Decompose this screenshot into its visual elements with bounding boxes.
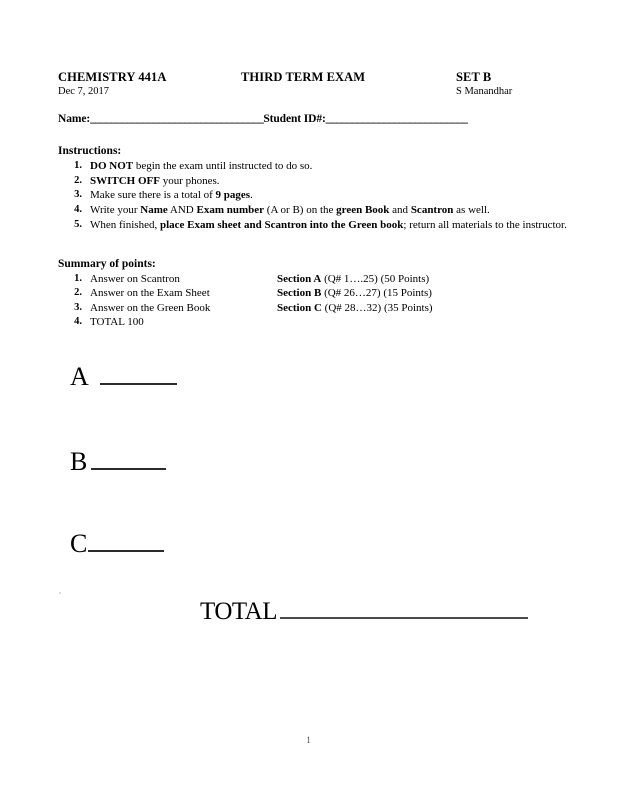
summary-row <box>58 301 558 315</box>
instruction-text: AND <box>167 204 197 217</box>
total-label: TOTAL <box>200 598 277 625</box>
summary-number: 4. <box>74 316 82 328</box>
instruction-number: 2. <box>74 174 82 186</box>
instruction-bold-name: Name <box>140 204 168 217</box>
name-label: Name: <box>58 113 91 125</box>
student-id-label: Student ID#: <box>263 113 326 125</box>
summary-row <box>58 315 558 329</box>
instruction-bold-pages: 9 pages <box>215 189 251 202</box>
instruction-text: (A or B) on the <box>264 204 337 217</box>
score-blank-c <box>70 529 164 559</box>
summary-number: 1. <box>74 273 82 284</box>
score-blank-a-field[interactable] <box>100 365 177 385</box>
score-blank-b <box>70 447 166 477</box>
summary-section-label: Section A <box>277 273 322 285</box>
summary-section-detail: (Q# 28…32) (35 Points) <box>321 301 433 314</box>
summary-section-detail: (Q# 1….25) (50 Points) <box>321 273 430 285</box>
instructions-list <box>58 159 568 232</box>
score-blank-b-label: B <box>70 447 88 476</box>
instruction-item-5 <box>58 218 568 232</box>
summary-of-points-section <box>58 258 558 330</box>
exam-title: THIRD TERM EXAM <box>241 70 366 84</box>
instruction-text: and <box>389 204 411 217</box>
summary-section-detail: (Q# 26…27) (15 Points) <box>321 287 432 300</box>
instruction-number: 4. <box>74 204 82 216</box>
summary-row <box>58 272 558 286</box>
instruction-bold-lead: SWITCH OFF <box>90 174 160 187</box>
total-score-line <box>200 598 528 626</box>
instructions-section <box>58 145 568 233</box>
summary-title: Summary of points: <box>58 258 156 270</box>
instruction-item-3 <box>58 188 568 202</box>
summary-answer-location: Answer on the Exam Sheet <box>90 287 210 300</box>
score-blank-a-label: A <box>70 362 89 391</box>
instruction-text: begin the exam until instructed to do so. <box>133 160 313 172</box>
summary-total-points: TOTAL 100 <box>90 316 144 329</box>
summary-list <box>58 272 558 330</box>
instruction-number: 5. <box>74 218 82 230</box>
instruction-item-2 <box>58 174 568 188</box>
instruction-item-1 <box>58 159 568 173</box>
page-number: 1 <box>306 736 311 746</box>
student-id-blank[interactable]: ___________________________ <box>325 113 468 125</box>
total-score-field[interactable] <box>280 598 528 619</box>
summary-section-info <box>277 272 429 286</box>
instruction-bold-exam-number: Exam number <box>196 204 265 217</box>
instruction-number: 1. <box>74 160 82 171</box>
summary-number: 3. <box>74 301 82 313</box>
instruction-number: 3. <box>74 189 82 201</box>
exam-set-label: SET B <box>456 70 492 84</box>
score-blank-b-field[interactable] <box>91 450 166 470</box>
summary-section-info <box>277 286 432 300</box>
instruction-bold-green-book: green Book <box>336 204 390 217</box>
instruction-bold-place-materials: place Exam sheet and Scantron into the Green book <box>159 218 404 231</box>
exam-date: Dec 7, 2017 <box>58 86 110 97</box>
summary-answer-location: Answer on Scantron <box>90 273 180 285</box>
summary-section-info <box>277 301 433 315</box>
identity-line <box>58 113 558 125</box>
summary-answer-location: Answer on the Green Book <box>90 301 211 314</box>
score-blank-c-field[interactable] <box>88 532 164 552</box>
summary-section-label: Section B <box>277 287 322 300</box>
instruction-text: your phones. <box>159 174 220 187</box>
instruction-bold-scantron: Scantron <box>410 204 454 217</box>
instruction-text: When finished, <box>90 218 160 231</box>
instructor-name: S Manandhar <box>456 86 513 97</box>
course-title: CHEMISTRY 441A <box>58 70 167 84</box>
instruction-text: ; return all materials to the instructor. <box>403 218 567 231</box>
score-blank-a <box>70 362 177 392</box>
instruction-text: Write your <box>90 204 141 217</box>
scan-artifact-speck <box>59 592 61 594</box>
instruction-text: as well. <box>453 204 490 217</box>
header-top-row <box>58 70 558 97</box>
page-footer <box>0 736 617 746</box>
summary-section-label: Section C <box>277 301 322 314</box>
score-blank-c-label: C <box>70 529 88 558</box>
instruction-text: Make sure there is a total of <box>90 189 216 202</box>
document-header <box>58 70 558 97</box>
instruction-text-suffix: . <box>250 189 253 202</box>
summary-number: 2. <box>74 287 82 299</box>
name-blank[interactable]: _________________________________ <box>90 113 264 125</box>
instruction-bold-lead: DO NOT <box>90 160 134 172</box>
summary-row <box>58 286 558 300</box>
instruction-item-4 <box>58 203 568 217</box>
instructions-title: Instructions: <box>58 145 122 157</box>
